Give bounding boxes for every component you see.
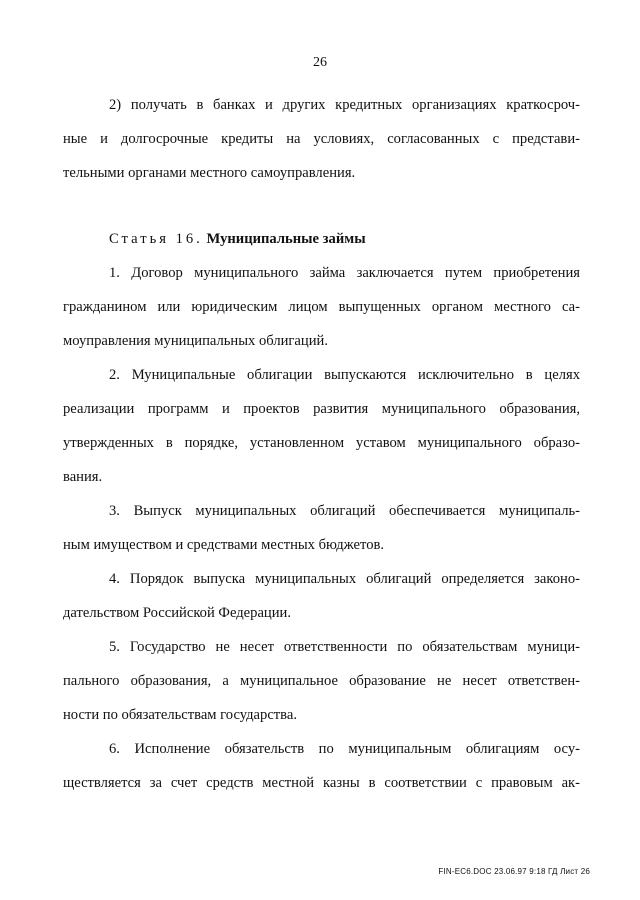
paragraph-2 bbox=[63, 358, 580, 494]
text-line: 2. Муниципальные облигации выпускаются исключительно в целях bbox=[109, 367, 580, 383]
text-line: ществляется за счет средств местной казны в соответствии с правовым ак- bbox=[63, 775, 580, 791]
paragraph-5 bbox=[63, 630, 580, 732]
text-line: гражданином или юридическим лицом выпущенных органом местного са- bbox=[63, 299, 580, 315]
text-line: ные и долгосрочные кредиты на условиях, согласованных с представи- bbox=[63, 131, 580, 147]
intro-paragraph bbox=[63, 88, 580, 190]
text-line: реализации программ и проектов развития муниципального образования, bbox=[63, 401, 580, 417]
text-line: 6. Исполнение обязательств по муниципальным облигациям осу- bbox=[109, 741, 580, 757]
page-number: 26 bbox=[313, 55, 327, 70]
text-line: утвержденных в порядке, установленном уставом муниципального образо- bbox=[63, 435, 580, 451]
text-line: 2) получать в банках и других кредитных организациях краткосроч- bbox=[109, 97, 580, 113]
text-line: 1. Договор муниципального займа заключается путем приобретения bbox=[109, 265, 580, 281]
text-line: ности по обязательствам государства. bbox=[63, 707, 298, 723]
paragraph-6 bbox=[63, 732, 580, 800]
article-heading bbox=[63, 222, 580, 256]
text-line: пального образования, а муниципальное образование не несет ответствен- bbox=[63, 673, 580, 689]
text-line: дательством Российской Федерации. bbox=[63, 605, 292, 621]
article-number: Статья 16. bbox=[109, 231, 203, 247]
document-footer: FIN-EC6.DOC 23.06.97 9:18 ГД Лист 26 bbox=[438, 867, 590, 876]
text-line: 3. Выпуск муниципальных облигаций обеспечивается муниципаль- bbox=[109, 503, 580, 519]
text-line: вания. bbox=[63, 469, 103, 485]
article-body bbox=[63, 256, 580, 800]
text-line: 5. Государство не несет ответственности по обязательствам муници- bbox=[109, 639, 580, 655]
text-line: моуправления муниципальных облигаций. bbox=[63, 333, 328, 349]
text-line: тельными органами местного самоуправления. bbox=[63, 165, 356, 181]
text-line: ным имуществом и средствами местных бюджетов. bbox=[63, 537, 385, 553]
paragraph-4 bbox=[63, 562, 580, 630]
paragraph-1 bbox=[63, 256, 580, 358]
text-line: 4. Порядок выпуска муниципальных облигаций определяется законо- bbox=[109, 571, 580, 587]
paragraph-3 bbox=[63, 494, 580, 562]
article-title: Муниципальные займы bbox=[206, 231, 366, 247]
